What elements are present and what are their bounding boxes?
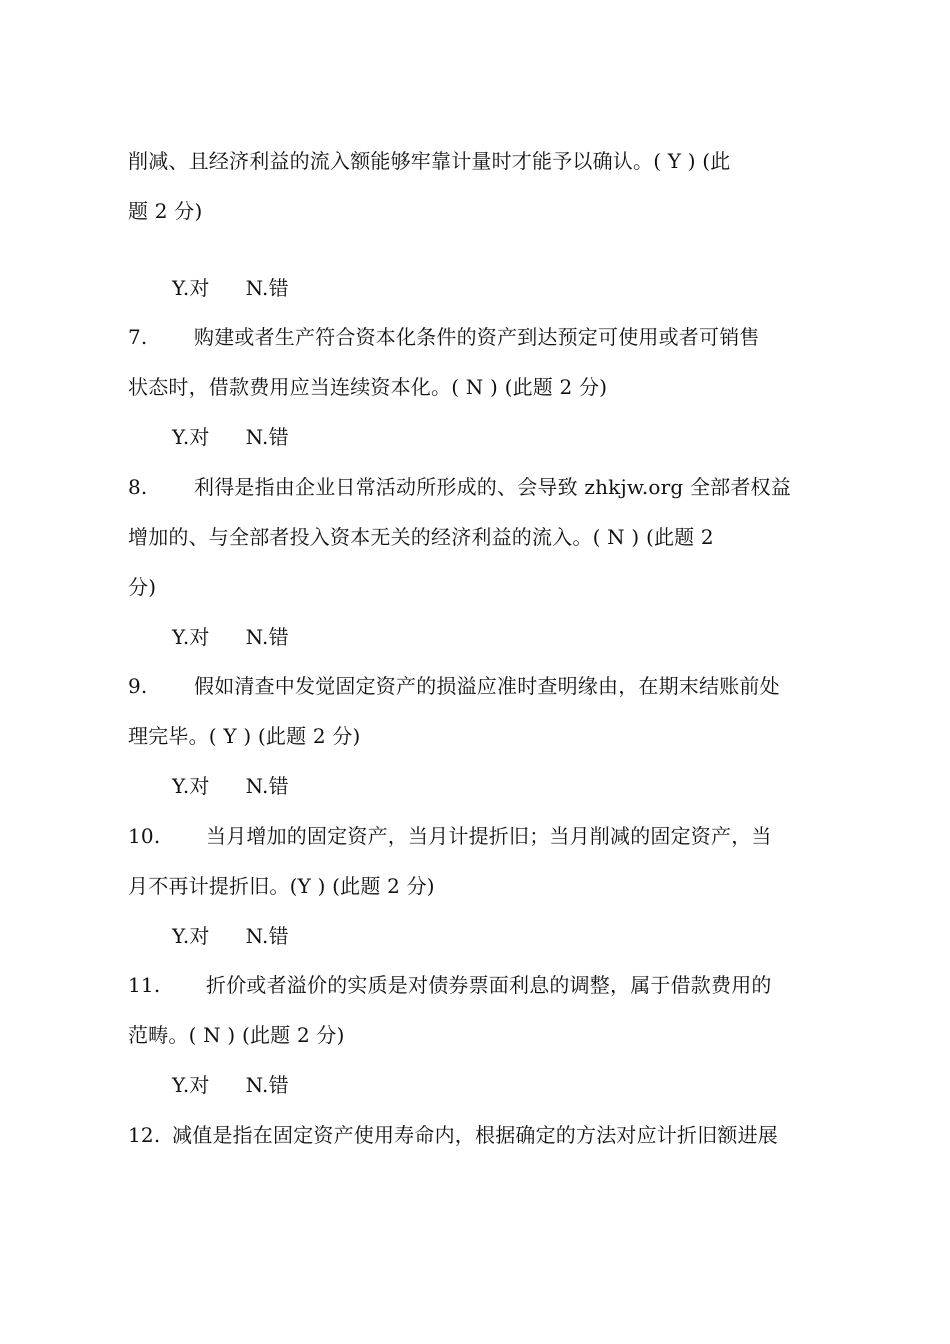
option-yes: Y.对: [172, 924, 210, 948]
q11-line-1: [128, 970, 832, 1000]
q7-options: [172, 422, 832, 452]
q9-line-2: 理完毕。( Y ) (此题 2 分): [128, 724, 361, 748]
q11-line-2: 范畴。( N ) (此题 2 分): [128, 1023, 345, 1047]
option-no: N.错: [245, 625, 289, 649]
q6-line-2: 题 2 分): [128, 199, 203, 223]
q7-text-1: 购建或者生产符合资本化条件的资产到达预定可使用或者可销售: [194, 325, 760, 349]
q7-line-2: 状态时，借款费用应当连续资本化。( N ) (此题 2 分): [128, 375, 608, 399]
q9-line-1: [128, 671, 832, 701]
q6-line-1: 削减、且经济利益的流入额能够牢靠计量时才能予以确认。( Y ) (此: [128, 149, 731, 173]
q8-number: 8.: [128, 475, 148, 499]
q12-line-1: [128, 1120, 832, 1150]
option-yes: Y.对: [172, 276, 210, 300]
option-no: N.错: [245, 276, 289, 300]
option-no: N.错: [245, 425, 289, 449]
q8-text-1: 利得是指由企业日常活动所形成的、会导致 zhkjw.org 全部者权益: [194, 475, 791, 499]
option-no: N.错: [245, 774, 289, 798]
q10-text-1: 当月增加的固定资产，当月计提折旧；当月削减的固定资产，当: [206, 824, 772, 848]
q11-options: [172, 1070, 832, 1100]
q8-options: [172, 622, 832, 652]
q9-text-1: 假如清查中发觉固定资产的损溢应准时查明缘由，在期末结账前处: [194, 674, 780, 698]
q8-line-3: 分): [128, 575, 157, 599]
q11-text-1: 折价或者溢价的实质是对债券票面利息的调整，属于借款费用的: [206, 973, 772, 997]
q8-line-1: [128, 472, 832, 502]
q6-options: [172, 273, 832, 303]
q10-line-2: 月不再计提折旧。(Y ) (此题 2 分): [128, 874, 435, 898]
option-no: N.错: [245, 924, 289, 948]
option-no: N.错: [245, 1073, 289, 1097]
option-yes: Y.对: [172, 625, 210, 649]
q8-line-2: 增加的、与全部者投入资本无关的经济利益的流入。( N ) (此题 2: [128, 525, 714, 549]
option-yes: Y.对: [172, 1073, 210, 1097]
q11-number: 11.: [128, 973, 161, 997]
q7-line-1: [128, 322, 832, 352]
option-yes: Y.对: [172, 774, 210, 798]
option-yes: Y.对: [172, 425, 210, 449]
q10-options: [172, 921, 832, 951]
q12-text-1: 减值是指在固定资产使用寿命内，根据确定的方法对应计折旧额进展: [172, 1123, 778, 1147]
q7-number: 7.: [128, 325, 148, 349]
q10-line-1: [128, 821, 832, 851]
q12-number: 12.: [128, 1123, 161, 1147]
q9-number: 9.: [128, 674, 148, 698]
q10-number: 10.: [128, 824, 161, 848]
q9-options: [172, 771, 832, 801]
